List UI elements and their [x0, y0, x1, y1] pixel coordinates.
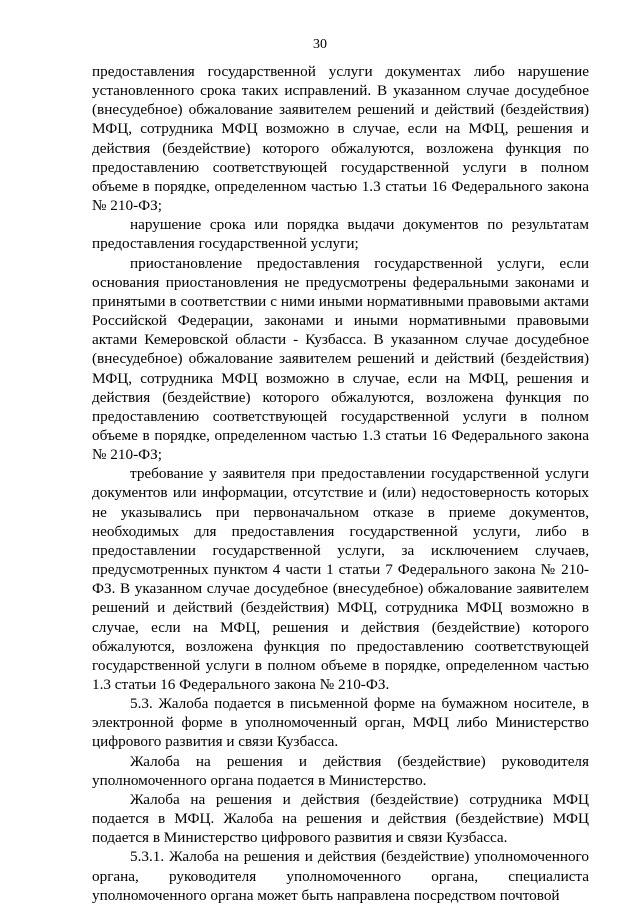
paragraph-head-complaint: Жалоба на решения и действия (бездействие) руководителя уполномоченного органа подается в Министерство. — [92, 752, 589, 789]
paragraph-suspension: приостановление предоставления государственной услуги, если основания приостановления не предусмотрены федеральными законами и принятыми в соответствии с ними иными нормативными правовыми актами Российской Федерации, законами и иными нормативными правовыми актами Кемеровской области - Кузбасса. В указанном случае досудебное (внесудебное) обжалование заявителем решений и действий (бездействия) МФЦ, сотрудника МФЦ возможно в случае, если на МФЦ, решения и действия (бездействие) которого обжалуются, возложена функция по предоставлению соответствующей государственной услуги в полном объеме в порядке, определенном частью 1.3 статьи 16 Федерального закона № 210-ФЗ; — [92, 254, 589, 464]
paragraph-delivery-violation: нарушение срока или порядка выдачи документов по результатам предоставления государственной услуги; — [92, 216, 589, 253]
paragraph-section-5-3: 5.3. Жалоба подается в письменной форме на бумажном носителе, в электронной форме в уполномоченный орган, МФЦ либо Министерство цифрового развития и связи Кузбасса. — [92, 695, 589, 751]
page-number: 30 — [313, 37, 327, 52]
paragraph-continuation: предоставления государственной услуги документах либо нарушение установленного срока таких исправлений. В указанном случае досудебное (внесудебное) обжалование заявителем решений и действий (бездействия) МФЦ, сотрудника МФЦ возможно в случае, если на МФЦ, решения и действия (бездействие) которого обжалуются, возложена функция по предоставлению соответствующей государственной услуги в полном объеме в порядке, определенном частью 1.3 статьи 16 Федерального закона № 210-ФЗ; — [92, 63, 589, 215]
paragraph-section-5-3-1: 5.3.1. Жалоба на решения и действия (бездействие) уполномоченного органа, руководителя уполномоченного органа, специалиста уполномоченного органа может быть направлена посредством почтовой — [92, 848, 589, 904]
paragraph-document-requirement: требование у заявителя при предоставлении государственной услуги документов или информации, отсутствие и (или) недостоверность которых не указывались при первоначальном отказе в приеме документов, необходимых для предоставления государственной услуги, либо в предоставлении государственной услуги, за исключением случаев, предусмотренных пунктом 4 части 1 статьи 7 Федерального закона № 210-ФЗ. В указанном случае досудебное (внесудебное) обжалование заявителем решений и действий (бездействия) МФЦ, сотрудника МФЦ возможно в случае, если на МФЦ, решения и действия (бездействие) которого обжалуются, возложена функция по предоставлению соответствующей государственной услуги в полном объеме в порядке, определенном частью 1.3 статьи 16 Федерального закона № 210-ФЗ. — [92, 465, 589, 693]
paragraph-mfc-complaint: Жалоба на решения и действия (бездействие) сотрудника МФЦ подается в МФЦ. Жалоба на решения и действия (бездействие) МФЦ подается в Министерство цифрового развития и связи Кузбасса. — [92, 790, 589, 847]
document-body — [92, 62, 589, 905]
